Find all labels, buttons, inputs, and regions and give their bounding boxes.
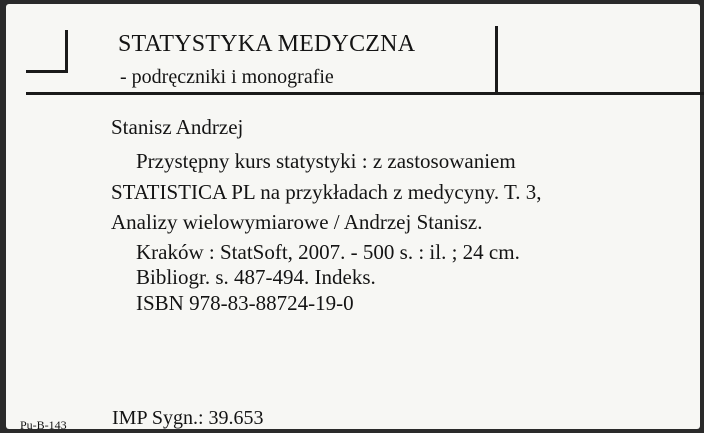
card-code: Pu-B-143 [20, 418, 67, 432]
title-line-2: STATISTICA PL na przykładach z medycyny. T. 3, [111, 180, 542, 204]
title-line-3: Analizy wielowymiarowe / Andrzej Stanisz. [111, 210, 483, 234]
subject-heading: STATYSTYKA MEDYCZNA [118, 31, 416, 57]
header-rule [26, 92, 704, 95]
imprint: Kraków : StatSoft, 2007. - 500 s. : il. ; 24 cm. [136, 240, 520, 264]
subject-subheading: - podręczniki i monografie [120, 66, 334, 88]
header-divider [495, 26, 498, 94]
catalog-card [6, 4, 700, 432]
author: Stanisz Andrzej [111, 115, 244, 139]
corner-mark-vertical [65, 30, 68, 72]
bibliographic-notes: Bibliogr. s. 487-494. Indeks. [136, 265, 376, 289]
call-number: IMP Sygn.: 39.653 [112, 407, 264, 429]
isbn: ISBN 978-83-88724-19-0 [136, 291, 354, 315]
title-line-1: Przystępny kurs statystyki : z zastosowaniem [136, 149, 516, 173]
corner-mark-horizontal [26, 70, 68, 73]
